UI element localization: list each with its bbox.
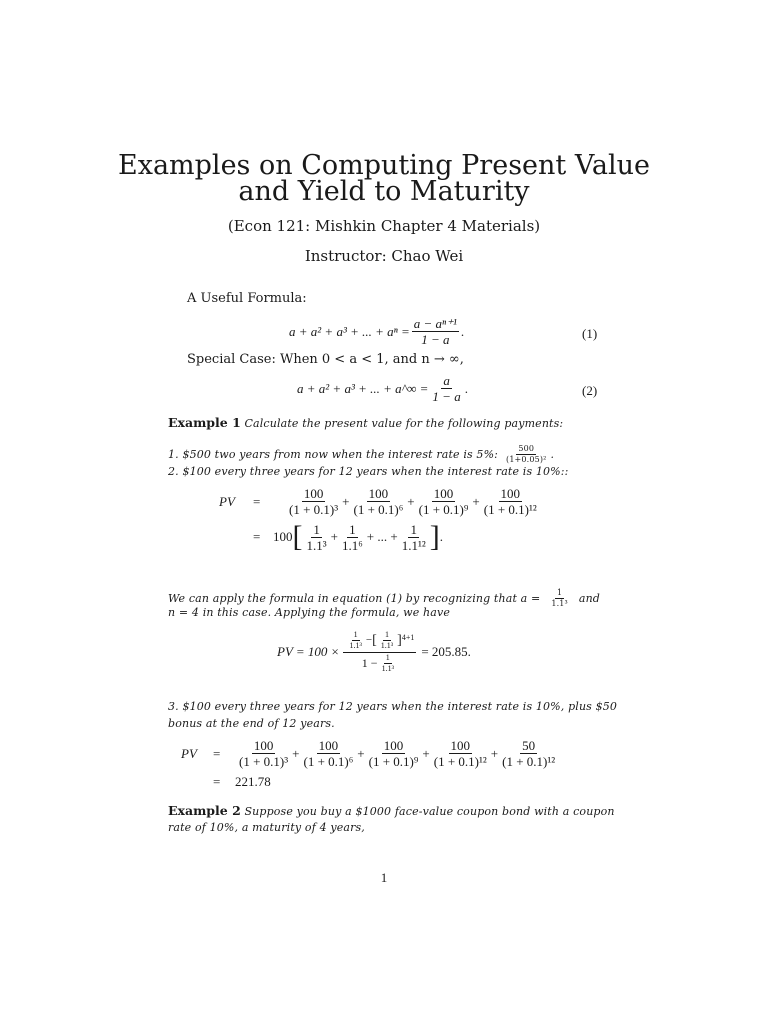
pv-equals-2: = <box>253 529 261 544</box>
pv1-plus-3: + <box>472 493 480 509</box>
pv2-den-1: 1.1³ <box>306 537 327 553</box>
title-line-1: Examples on Computing Present Value <box>118 150 650 181</box>
special-case: Special Case: When 0 < a < 1, and n → ∞, <box>187 352 464 367</box>
pv-formula-numerator <box>343 631 416 653</box>
pv-formula-result: = 205.85. <box>421 644 471 659</box>
eq2-number: (2) <box>582 383 598 398</box>
pv-formula-denominator <box>360 653 400 673</box>
pv2-coef: 100 <box>273 529 293 544</box>
pv1-den-1: (1 + 0.1)³ <box>289 502 339 517</box>
pv-equation-line-3 <box>181 739 559 768</box>
pv1-den-3: (1 + 0.1)⁹ <box>418 502 469 517</box>
example-2-text-1: Suppose you buy a $1000 face-value coupon bond with a coupon <box>244 805 615 818</box>
apply-frac-num: 1 <box>557 588 563 597</box>
subtitle: (Econ 121: Mishkin Chapter 4 Materials) <box>227 217 541 235</box>
example-2-line-1 <box>168 803 615 818</box>
item-1-frac-den: (1+0.05)² <box>506 455 547 464</box>
pv3-num-2: 100 <box>318 738 339 753</box>
apply-frac-den: 1.1³ <box>551 599 568 608</box>
pvf-num-minus: − <box>365 634 373 646</box>
pv2-tail: . <box>439 529 444 544</box>
pv-equals-3: = <box>213 745 221 761</box>
pv2-left-bracket: [ <box>292 520 303 553</box>
pv3-plus-3: + <box>422 745 430 761</box>
example-2-line-2: rate of 10%, a maturity of 4 years, <box>168 821 365 834</box>
pvf-num-exponent: 4+1 <box>401 633 415 642</box>
pv2-right-bracket: ] <box>429 520 440 553</box>
pv1-plus-1: + <box>342 493 350 509</box>
eq2-numerator: a <box>443 373 450 388</box>
pvf-num-rbracket: ] <box>397 633 402 648</box>
pv3-den-4: (1 + 0.1)¹² <box>433 754 487 769</box>
pv-label-3: PV <box>181 745 197 761</box>
pvf-den-frac-wrap <box>378 654 398 673</box>
pvf-num-a <box>347 631 363 650</box>
pv-formula-main-fraction <box>343 631 416 673</box>
example-1-item-2: 2. $100 every three years for 12 years when the interest rate is 10%:: <box>168 465 569 478</box>
pv1-num-1: 100 <box>303 486 324 501</box>
pv3-plus-1: + <box>292 745 300 761</box>
instructor: Instructor: Chao Wei <box>304 247 464 265</box>
pv2-den-2: 1.1⁶ <box>342 537 363 553</box>
pv1-den-4: (1 + 0.1)¹² <box>483 502 537 517</box>
pvf-num-b-d: 1.1³ <box>380 641 394 650</box>
pvf-num-lbracket: [ <box>372 633 377 648</box>
eq1-denominator: 1 − a <box>421 332 450 347</box>
example-2-label: Example 2 <box>168 803 241 818</box>
pvf-num-a-d: 1.1³ <box>349 641 362 650</box>
pv-equals-1: = <box>253 493 261 509</box>
eq2-denominator: 1 − a <box>432 389 461 404</box>
eq1-tail: . <box>460 323 465 339</box>
title-line-2: and Yield to Maturity <box>238 176 530 207</box>
pv-formula-lhs: PV = 100 × <box>277 644 340 659</box>
pv1-frac-3 <box>417 487 471 516</box>
pv3-frac-1 <box>237 739 290 768</box>
pv3-den-2: (1 + 0.1)⁶ <box>303 754 354 769</box>
pv1-num-2: 100 <box>368 486 389 501</box>
apply-text-1-end: and <box>578 592 600 605</box>
pv-line-3-result <box>213 774 271 790</box>
eq1-numerator: a − aⁿ⁺¹ <box>413 316 457 331</box>
eq2-lhs: a + a² + a³ + ... + a^∞ = <box>297 380 429 396</box>
apply-fraction <box>549 589 570 608</box>
pv1-frac-4 <box>482 487 539 516</box>
example-1-label: Example 1 <box>168 415 241 430</box>
pv2-frac-3 <box>400 523 428 552</box>
equation-2 <box>297 374 468 403</box>
pvf-den-frac <box>380 654 396 673</box>
pv-formula <box>277 631 471 673</box>
pv3-frac-5 <box>500 739 557 768</box>
pv-equals-3b: = <box>213 774 221 789</box>
pv2-plus: + <box>330 529 338 544</box>
pv3-den-1: (1 + 0.1)³ <box>239 754 289 769</box>
item-3-line-1: 3. $100 every three years for 12 years when the interest rate is 10%, plus $50 <box>168 700 618 713</box>
pvf-num-b-n: 1 <box>384 630 389 639</box>
item-1-frac-num: 500 <box>518 444 535 453</box>
pv3-den-3: (1 + 0.1)⁹ <box>368 754 419 769</box>
pv1-frac-1 <box>287 487 340 516</box>
pv2-frac-1 <box>305 523 329 552</box>
pv3-num-4: 100 <box>450 738 470 753</box>
formula-intro: A Useful Formula: <box>187 291 307 306</box>
pv2-dots: + ... + <box>366 529 398 544</box>
pv2-num-2: 1 <box>349 521 356 537</box>
pv3-num-5: 50 <box>522 738 536 753</box>
pv3-frac-2 <box>301 739 355 768</box>
pv2-den-3: 1.1¹² <box>401 537 426 553</box>
pv1-den-2: (1 + 0.1)⁶ <box>353 502 404 517</box>
equation-1 <box>289 317 464 346</box>
eq1-fraction <box>412 317 459 346</box>
example-1-heading <box>168 415 563 430</box>
eq2-fraction <box>430 374 462 403</box>
pv3-plus-2: + <box>357 745 365 761</box>
pv1-num-4: 100 <box>500 486 520 501</box>
apply-text-line-2: n = 4 in this case. Applying the formula, we have <box>168 606 451 619</box>
pv3-num-1: 100 <box>253 738 274 753</box>
apply-text-1: We can apply the formula in equation (1) by recognizing that a = <box>168 592 541 605</box>
pv2-frac-2 <box>340 523 365 552</box>
pv2-num-1: 1 <box>313 521 320 537</box>
eq1-lhs: a + a² + a³ + ... + aⁿ = <box>289 323 410 339</box>
pv3-plus-4: + <box>490 745 499 761</box>
item-1-tail: . <box>550 448 555 461</box>
item-1-fraction <box>504 445 548 464</box>
pv-equation-line-2 <box>253 522 443 552</box>
pv3-frac-3 <box>367 739 421 768</box>
result-3: 221.78 <box>235 774 271 789</box>
pvf-den-one: 1 − <box>361 656 378 670</box>
pv1-plus-2: + <box>407 493 415 509</box>
pvf-den-frac-d: 1.1³ <box>381 664 394 673</box>
pvf-den-frac-n: 1 <box>385 653 390 662</box>
pv3-num-3: 100 <box>383 738 404 753</box>
example-1-item-1 <box>168 445 554 464</box>
pv3-frac-4 <box>432 739 489 768</box>
item-1-text: 1. $500 two years from now when the interest rate is 5%: <box>168 448 499 461</box>
apply-fraction-wrap <box>547 589 572 608</box>
item-3-line-2: bonus at the end of 12 years. <box>168 717 335 730</box>
example-1-text: Calculate the present value for the following payments: <box>244 417 564 430</box>
pvf-num-b <box>379 631 395 650</box>
pv-label-1: PV <box>219 493 235 509</box>
pvf-num-a-n: 1 <box>353 630 358 639</box>
eq1-number: (1) <box>582 326 598 341</box>
eq2-tail: . <box>464 380 468 396</box>
pv-equation-line-1 <box>219 487 541 516</box>
pv1-num-3: 100 <box>433 486 454 501</box>
page-number: 1 <box>380 870 388 885</box>
item-1-fraction-wrap <box>502 445 550 464</box>
pv1-frac-2 <box>351 487 405 516</box>
pv2-num-3: 1 <box>410 521 417 537</box>
pv3-den-5: (1 + 0.1)¹² <box>502 754 556 769</box>
